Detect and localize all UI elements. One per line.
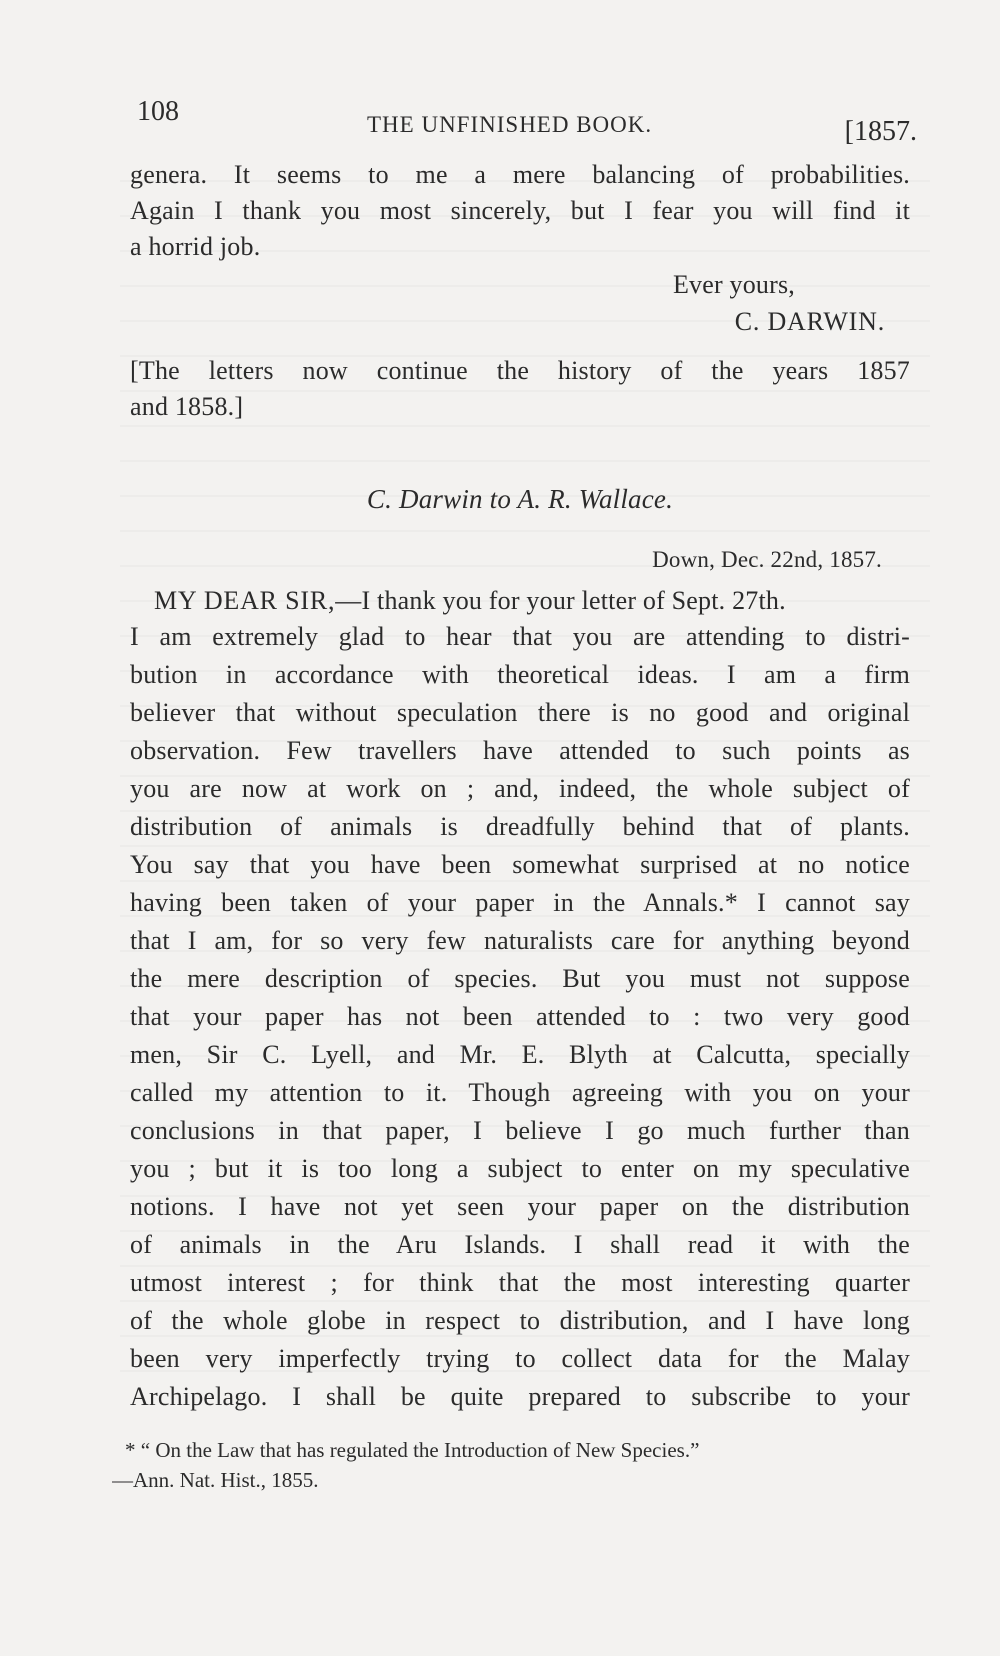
letter-heading: C. Darwin to A. R. Wallace. (366, 484, 674, 514)
letter-line: I am extremely glad to hear that you are attending to distri- (130, 622, 910, 651)
salutation: Ever yours, (672, 270, 795, 299)
letter-line: called my attention to it. Though agreeing with you on your (130, 1078, 910, 1107)
signature: C. DARWIN. (734, 307, 885, 336)
letter-line: men, Sir C. Lyell, and Mr. E. Blyth at Calcutta, specially (130, 1040, 910, 1069)
letter-line: utmost interest ; for think that the most interesting quarter (130, 1268, 910, 1297)
letter-line: believer that without speculation there is no good and original (130, 698, 910, 727)
letter-line: the mere description of species. But you must not suppose (130, 964, 910, 993)
letter-line: notions. I have not yet seen your paper on the distribution (130, 1192, 910, 1221)
body-line: a horrid job. (130, 232, 261, 261)
footnote-line: —Ann. Nat. Hist., 1855. (112, 1468, 319, 1492)
body-line: Again I thank you most sincerely, but I fear you will find it (130, 196, 910, 225)
letter-line: you ; but it is too long a subject to enter on my speculative (130, 1154, 910, 1183)
place-date: Down, Dec. 22nd, 1857. (652, 547, 882, 572)
letter-line: conclusions in that paper, I believe I go much further than (130, 1116, 910, 1145)
letter-line: of animals in the Aru Islands. I shall read it with the (130, 1230, 910, 1259)
letter-line: observation. Few travellers have attended to such points as (130, 736, 910, 765)
editorial-note-line: and 1858.] (130, 392, 244, 421)
first-line-text: —I thank you for your letter of Sept. 27th. (335, 586, 786, 615)
letter-line: of the whole globe in respect to distribution, and I have long (130, 1306, 910, 1335)
letter-line: having been taken of your paper in the Annals.* I cannot say (130, 888, 910, 917)
running-header (137, 92, 917, 147)
running-title: THE UNFINISHED BOOK. (367, 112, 653, 137)
letter-line: You say that you have been somewhat surprised at no notice (130, 850, 910, 879)
letter-line: you are now at work on ; and, indeed, the whole subject of (130, 774, 910, 803)
letter-line: that your paper has not been attended to : two very good (130, 1002, 910, 1031)
letter-line: bution in accordance with theoretical ideas. I am a firm (130, 660, 910, 689)
editorial-note-line: [The letters now continue the history of the years 1857 (130, 356, 910, 385)
letter-line: been very imperfectly trying to collect data for the Malay (130, 1344, 910, 1373)
salutation-opening: MY DEAR SIR, (154, 586, 336, 615)
running-year: [1857. (844, 116, 917, 147)
letter-first-line (130, 586, 910, 616)
letter-line: distribution of animals is dreadfully behind that of plants. (130, 812, 910, 841)
body-line: genera. It seems to me a mere balancing of probabilities. (130, 160, 910, 189)
letter-line: Archipelago. I shall be quite prepared to subscribe to your (130, 1382, 910, 1411)
page-number: 108 (137, 96, 179, 127)
footnote-line: * “ On the Law that has regulated the Introduction of New Species.” (125, 1438, 700, 1462)
letter-line: that I am, for so very few naturalists care for anything beyond (130, 926, 910, 955)
